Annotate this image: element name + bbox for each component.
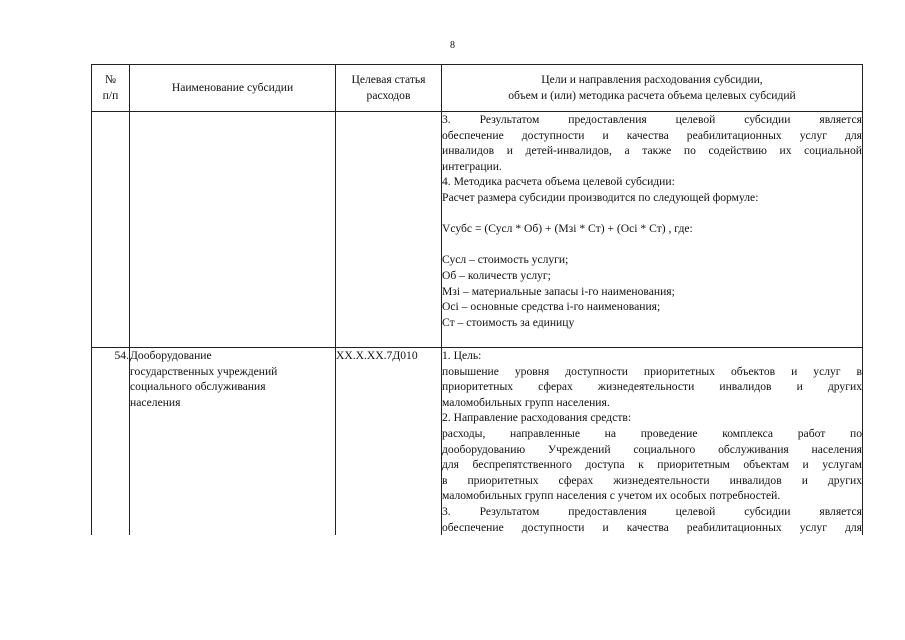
text-line: Ст – стоимость за единицу: [442, 315, 575, 329]
text-line: 3. Результатом предоставления целевой субсидии является: [442, 113, 862, 126]
text-line: повышение уровня доступности приоритетных объектов и услуг в: [442, 364, 862, 378]
table-row: [92, 348, 863, 536]
row-number-cell: [92, 112, 130, 348]
subsidy-name-line: социального обслуживания: [130, 380, 266, 394]
goals-cell: [442, 112, 863, 348]
budget-code-cell: [336, 112, 442, 348]
header-num-line2: п/п: [102, 89, 119, 102]
subsidy-table: [91, 64, 863, 535]
text-line: [442, 237, 862, 253]
header-goals: [442, 65, 863, 112]
text-line: приоритетных сферах жизнедеятельности инвалидов и других: [442, 380, 862, 394]
header-name: Наименование субсидии: [130, 65, 336, 112]
header-code-line2: расходов: [366, 89, 411, 102]
budget-code-cell: ХХ.Х.ХХ.7Д010: [336, 348, 442, 536]
text-line: Об – количеств услуг;: [442, 268, 551, 282]
text-line: дооборудованию Учреждений социального обслуживания населения: [442, 442, 862, 456]
text-line: 4. Методика расчета объема целевой субсидии:: [442, 175, 675, 189]
row-number-cell: 54.: [92, 348, 130, 536]
text-line: в приоритетных сферах жизнедеятельности инвалидов и других: [442, 473, 862, 487]
text-line: обеспечение доступности и качества реабилитационных услуг для: [442, 128, 862, 142]
page-number: 8: [450, 40, 455, 51]
goals-cell: [442, 348, 863, 536]
table-row: [92, 112, 863, 348]
text-line: обеспечение доступности и качества реабилитационных услуг для: [442, 520, 862, 534]
subsidy-name-cell: [130, 348, 336, 536]
header-goals-line1: Цели и направления расходования субсидии,: [541, 73, 763, 86]
subsidy-name-line: Дооборудование: [130, 349, 212, 362]
header-code-line1: Целевая статья: [351, 73, 426, 86]
text-line: маломобильных групп населения с учетом их особых потребностей.: [442, 489, 781, 503]
subsidy-name-line: государственных учреждений: [130, 364, 278, 378]
text-line: Мзi – материальные запасы i-го наименования;: [442, 284, 675, 298]
subsidy-name-line: населения: [130, 395, 181, 409]
table-header-row: [92, 65, 863, 112]
text-line: 3. Результатом предоставления целевой субсидии является: [442, 504, 862, 518]
text-line: для беспрепятственного доступа к приоритетным объектам и услугам: [442, 458, 862, 472]
header-num: [92, 65, 130, 112]
text-line: маломобильных групп населения.: [442, 395, 610, 409]
text-line: инвалидов и детей-инвалидов, а также по содействию их социальной: [442, 144, 862, 158]
text-line: 2. Направление расходования средств:: [442, 411, 632, 425]
header-goals-line2: объем и (или) методика расчета объема целевых субсидий: [508, 89, 796, 102]
text-line: Vсубс = (Сусл * Об) + (Мзi * Ст) + (Осi * Ст) , где:: [442, 222, 693, 236]
text-line: 1. Цель:: [442, 349, 482, 362]
text-line: Осi – основные средства i-го наименования;: [442, 300, 661, 314]
text-line: интеграции.: [442, 159, 502, 173]
text-line: Сусл – стоимость услуги;: [442, 253, 569, 267]
header-code: [336, 65, 442, 112]
text-line: [442, 206, 862, 222]
text-line: Расчет размера субсидии производится по следующей формуле:: [442, 190, 759, 204]
subsidy-name-cell: [130, 112, 336, 348]
text-line: расходы, направленные на проведение комплекса работ по: [442, 426, 862, 440]
header-num-line1: №: [104, 73, 117, 86]
